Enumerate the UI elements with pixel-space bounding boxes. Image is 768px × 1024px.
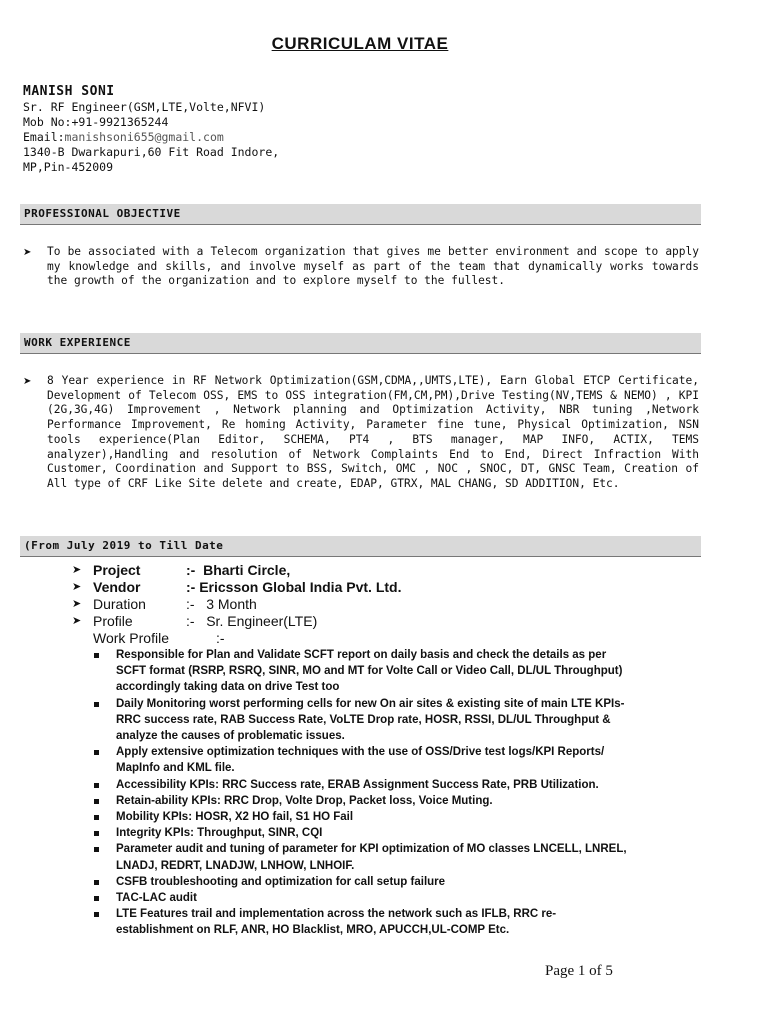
list-item-line: LNADJ, REDRT, LNADJW, LNHOW, LNHOIF. xyxy=(116,859,355,872)
list-item-line: CSFB troubleshooting and optimization for call setup failure xyxy=(116,875,446,888)
objective-heading: PROFESSIONAL OBJECTIVE xyxy=(24,207,181,220)
list-item-line: RRC success rate, RAB Success Rate, VoLTE Drop rate, HOSR, RSSI, DL/UL Throughput & xyxy=(116,713,611,726)
mobile-label: Mob No: xyxy=(23,115,72,129)
list-item-line: Integrity KPIs: Throughput, SINR, CQI xyxy=(116,827,323,840)
work-experience-text: 8 Year experience in RF Network Optimization(GSM,CDMA,,UMTS,LTE), Earn Global ETCP Certificate, Development of Telecom OSS, EMS to OSS integration(FM,CM,PM),Drive Testing(NV,TEMS & NEMO) , KPI (2G,3G,4G) Improvement , Network planning and Optimization Activity, NBR tuning ,Network Performance Improvement, Re homing Activity, Parameter fine tune, Physical Optimization, NSN tools experience(Plan Editor, SCHEMA, PT4 , BTS manager, MAP INFO, ACTIX, TEMS analyzer),Handling and resolution of Network Complaints End to End, Direct Infraction With Customer, Coordination and Support to BSS, Switch, OMC , NOC , SNOC, DT, GNSC Team, Creation of All type of CRF Like Site delete and create, EDAP, GTRX, MAL CHANG, SD ADDITION, Etc. xyxy=(47,374,699,490)
square-bullet-icon xyxy=(94,653,99,658)
profile-value: :- Sr. Engineer(LTE) xyxy=(186,613,318,629)
list-item-line: accordingly taking data on drive Test too xyxy=(116,681,340,694)
arrow-bullet-icon: ➤ xyxy=(72,580,82,593)
list-item-line: Parameter audit and tuning of parameter for KPI optimization of MO classes LNCELL, LNREL, xyxy=(116,843,627,856)
arrow-bullet-icon: ➤ xyxy=(72,614,82,627)
list-item-line: SCFT format (RSRP, RSRQ, SINR, MO and MT for Volte Call or Video Call, DL/UL Throughput) xyxy=(116,665,623,678)
square-bullet-icon xyxy=(94,815,99,820)
square-bullet-icon xyxy=(94,831,99,836)
project-value: :- Bharti Circle, xyxy=(186,562,291,578)
list-item-line: Retain-ability KPIs: RRC Drop, Volte Drop, Packet loss, Voice Muting. xyxy=(116,794,493,807)
square-bullet-icon xyxy=(94,880,99,885)
email-line xyxy=(23,130,224,145)
list-item-line: LTE Features trail and implementation across the network such as IFLB, RRC re- xyxy=(116,908,557,921)
list-item-line: Responsible for Plan and Validate SCFT report on daily basis and check the details as per xyxy=(116,649,607,661)
profile-label: Profile xyxy=(93,613,133,629)
arrow-bullet-icon: ➤ xyxy=(23,247,32,258)
address-line-2: MP,Pin-452009 xyxy=(23,160,114,174)
email-address: manishsoni655@gmail.com xyxy=(64,130,224,144)
square-bullet-icon xyxy=(94,783,99,788)
vendor-label: Vendor xyxy=(93,579,141,595)
project-label: Project xyxy=(93,562,141,578)
work-profile-label: Work Profile xyxy=(93,630,169,646)
work-profile-separator: :- xyxy=(216,630,225,646)
vendor-value: :- Ericsson Global India Pvt. Ltd. xyxy=(186,579,402,595)
square-bullet-icon xyxy=(94,912,99,917)
square-bullet-icon xyxy=(94,799,99,804)
list-item-line: MapInfo and KML file. xyxy=(116,762,235,775)
address-line-1: 1340-B Dwarkapuri,60 Fit Road Indore, xyxy=(23,145,280,159)
list-item-line: TAC-LAC audit xyxy=(116,892,197,904)
list-item-line: Daily Monitoring worst performing cells for new On air sites & existing site of main LTE KPIs- xyxy=(116,697,625,710)
mobile-line xyxy=(23,115,168,130)
document-title: CURRICULAM VITAE xyxy=(271,34,449,53)
current-job-heading: (From July 2019 to Till Date xyxy=(24,539,224,552)
list-item-line: Apply extensive optimization techniques with the use of OSS/Drive test logs/KPI Reports/ xyxy=(116,746,605,759)
square-bullet-icon xyxy=(94,847,99,852)
square-bullet-icon xyxy=(94,702,99,707)
duration-value: :- 3 Month xyxy=(186,596,257,612)
current-job-section-header xyxy=(20,536,701,557)
mobile-number: +91-9921365244 xyxy=(71,115,169,129)
objective-section-header xyxy=(20,204,701,225)
list-item-line: analyze the causes of problematic issues. xyxy=(116,729,345,742)
candidate-name: MANISH SONI xyxy=(23,84,115,99)
list-item-line: Mobility KPIs: HOSR, X2 HO fail, S1 HO Fail xyxy=(116,811,354,823)
arrow-bullet-icon: ➤ xyxy=(72,563,82,576)
arrow-bullet-icon: ➤ xyxy=(23,376,32,387)
candidate-role: Sr. RF Engineer(GSM,LTE,Volte,NFVI) xyxy=(23,100,266,114)
email-label: Email: xyxy=(23,130,65,144)
duration-label: Duration xyxy=(93,596,146,612)
square-bullet-icon xyxy=(94,896,99,901)
work-experience-heading: WORK EXPERIENCE xyxy=(24,336,131,349)
page-number: Page 1 of 5 xyxy=(545,963,613,979)
work-experience-section-header xyxy=(20,333,701,354)
arrow-bullet-icon: ➤ xyxy=(72,597,82,610)
objective-text: To be associated with a Telecom organization that gives me better environment and scope to apply my knowledge and skills, and involve myself as part of the team that dynamically works towards the growth of the organization and to explore myself to the fullest. xyxy=(47,245,699,288)
square-bullet-icon xyxy=(94,750,99,755)
list-item-line: Accessibility KPIs: RRC Success rate, ERAB Assignment Success Rate, PRB Utilization. xyxy=(116,778,599,791)
list-item-line: establishment on RLF, ANR, HO Blacklist, MRO, APUCCH,UL-COMP Etc. xyxy=(116,924,510,937)
